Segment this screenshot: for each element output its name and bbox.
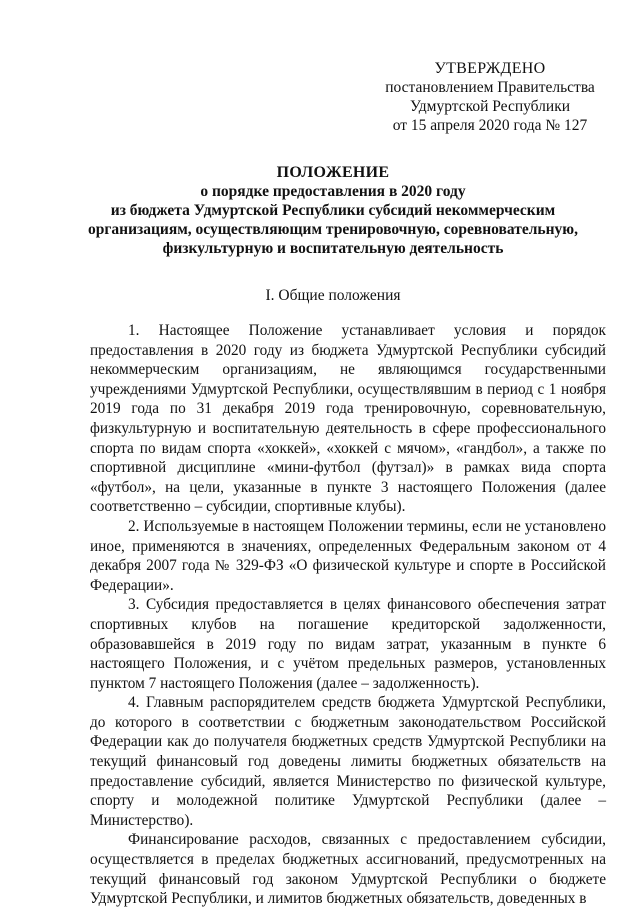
document-body [90,321,606,909]
title-line-1: о порядке предоставления в 2020 году [200,183,466,200]
approval-line-2: Удмуртской Республики [409,98,571,115]
paragraph-5: Финансирование расходов, связанных с предоставлением субсидии, осуществляется в пределах бюджетных ассигнований, предусмотренных на текущий финансовый год законом Удмуртской Республики о бюджете Удмуртской Республики, и лимитов бюджетных обязательств, доведенных в [90,831,606,908]
title-line-4: физкультурную и воспитательную деятельность [162,240,504,257]
approval-line-3: от 15 апреля 2020 года № 127 [392,117,588,134]
title-line-3: организациям, осуществляющим тренировочную, соревновательную, [88,221,578,238]
title-line-2: из бюджета Удмуртской Республики субсидий некоммерческим [110,202,556,219]
paragraph-1: 1. Настоящее Положение устанавливает условия и порядок предоставления в 2020 году из бюджета Удмуртской Республики субсидий некоммерческим организациям, не являющимся государственными учреждениями Удмуртской Республики, осуществлявшим в период с 1 ноября 2019 года по 31 декабря 2019 года тренировочную, соревновательную, физкультурную и воспитательную деятельность в сфере профессионального спорта по видам спорта «хоккей», «хоккей с мячом», «гандбол», а также по спортивной дисциплине «мини-футбол (футзал)» в рамках вида спорта «футбол», на цели, указанные в пункте 3 настоящего Положения (далее соответственно – субсидии, спортивные клубы). [90,322,606,516]
approval-line-1: постановлением Правительства [385,79,595,96]
paragraph-4: 4. Главным распорядителем средств бюджета Удмуртской Республики, до которого в соответствии с бюджетным законодательством Российской Федерации как до получателя бюджетных средств Удмуртской Республики на текущий финансовый год доведены лимиты бюджетных обязательств на предоставление субсидий, является Министерство по физической культуре, спорту и молодежной политике Удмуртской Республики (далее – Министерство). [90,694,606,829]
paragraph-2: 2. Используемые в настоящем Положении термины, если не установлено иное, применяются в значениях, определенных Федеральным законом от 4 декабря 2007 года № 329-ФЗ «О физической культуре и спорте в Российской Федерации». [90,517,606,594]
approved-label: УТВЕРЖДЕНО [434,60,546,77]
paragraph-3: 3. Субсидия предоставляется в целях финансового обеспечения затрат спортивных клубов на погашение кредиторской задолженности, образовавшейся в 2019 году по видам затрат, указанным в пункте 6 настоящего Положения, и с учётом предельных размеров, установленных пунктом 7 настоящего Положения (далее – задолженность). [90,596,606,692]
section-heading: I. Общие положения [265,287,401,304]
approval-block [380,59,600,135]
title-main: ПОЛОЖЕНИЕ [276,164,390,181]
document-title [80,163,586,258]
